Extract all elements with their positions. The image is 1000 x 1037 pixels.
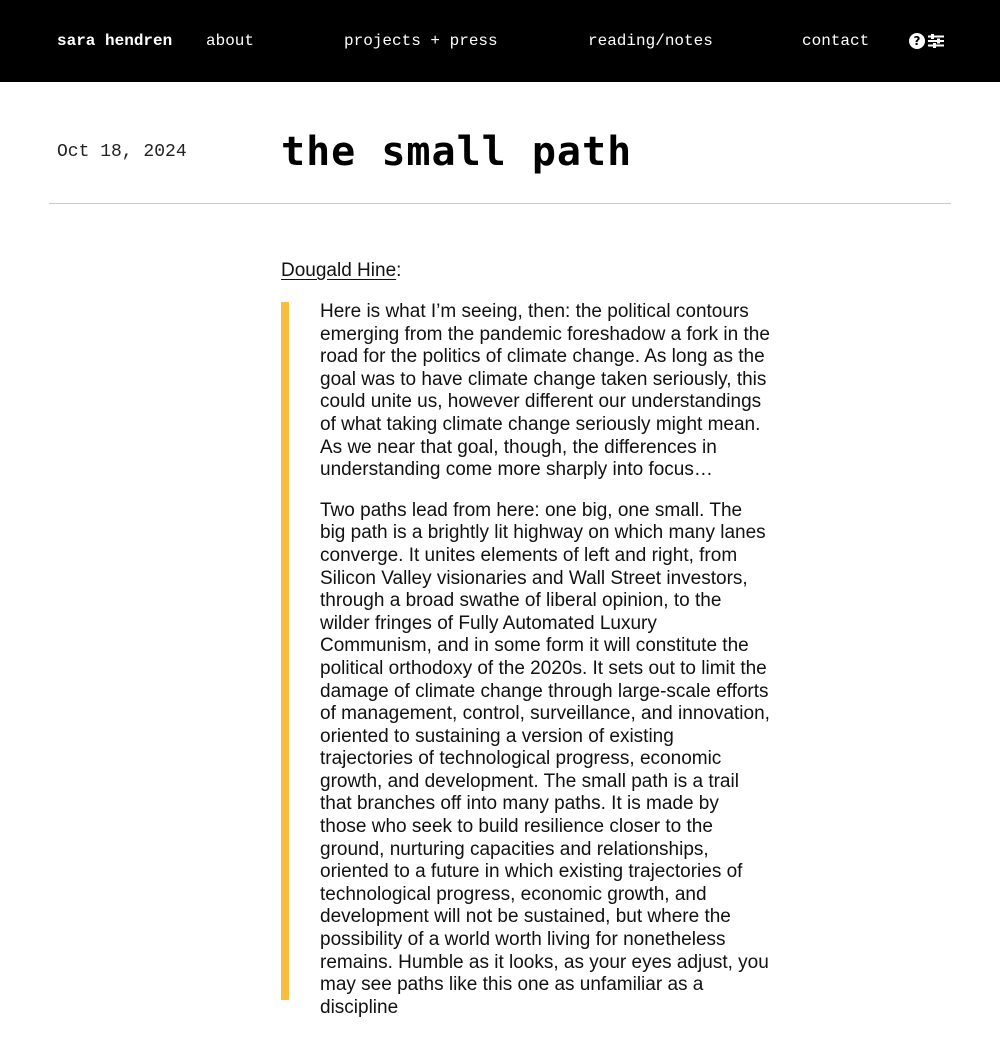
nav-projects-press-link[interactable]: projects + press — [344, 32, 498, 50]
nav-about-link[interactable]: about — [206, 32, 255, 50]
top-nav-bar — [0, 0, 1000, 82]
quote-attribution — [281, 259, 401, 283]
nav-reading-notes-link[interactable]: reading/notes — [588, 32, 713, 50]
help-icon[interactable]: ? — [909, 33, 925, 49]
post-title: the small path — [281, 129, 633, 175]
nav-contact-link[interactable]: contact — [802, 32, 870, 50]
settings-sliders-icon[interactable] — [928, 34, 944, 48]
site-brand-link[interactable]: sara hendren — [57, 32, 173, 50]
header-divider — [49, 203, 951, 204]
quote-paragraph-1: Here is what I’m seeing, then: the political contours emerging from the pandemic foreshadow a fork in the road for the politics of climate change. As long as the goal was to have climate change taken seriously, this could unite us, however different our understandings of what taking climate change seriously might mean. As we near that goal, though, the differences in understanding come more sharply into focus… — [320, 301, 770, 481]
quote-paragraph-2: Two paths lead from here: one big, one small. The big path is a brightly lit highway on which many lanes converge. It unites elements of left and right, from Silicon Valley visionaries and Wall Street investors, through a broad swathe of liberal opinion, to the wilder fringes of Fully Automated Luxury Communism, and in some form it will constitute the political orthodoxy of the 2020s. It sets out to limit the damage of climate change through large-scale efforts of management, control, surveillance, and innovation, oriented to sustaining a version of existing trajectories of technological progress, economic growth, and development. The small path is a trail that branches off into many paths. It is made by those who seek to build resilience closer to the ground, nurturing capacities and relationships, oriented to a future in which existing trajectories of technological progress, economic growth, and development will not be sustained, but where the possibility of a world worth living for nonetheless remains. Humble as it looks, as your eyes adjust, you may see paths like this one as unfamiliar as a discipline — [320, 499, 770, 1018]
attribution-colon: : — [396, 260, 402, 281]
post-date: Oct 18, 2024 — [57, 142, 187, 162]
blockquote — [320, 301, 770, 1037]
author-link[interactable]: Dougald Hine — [281, 260, 397, 281]
blockquote-bar — [281, 302, 289, 1000]
